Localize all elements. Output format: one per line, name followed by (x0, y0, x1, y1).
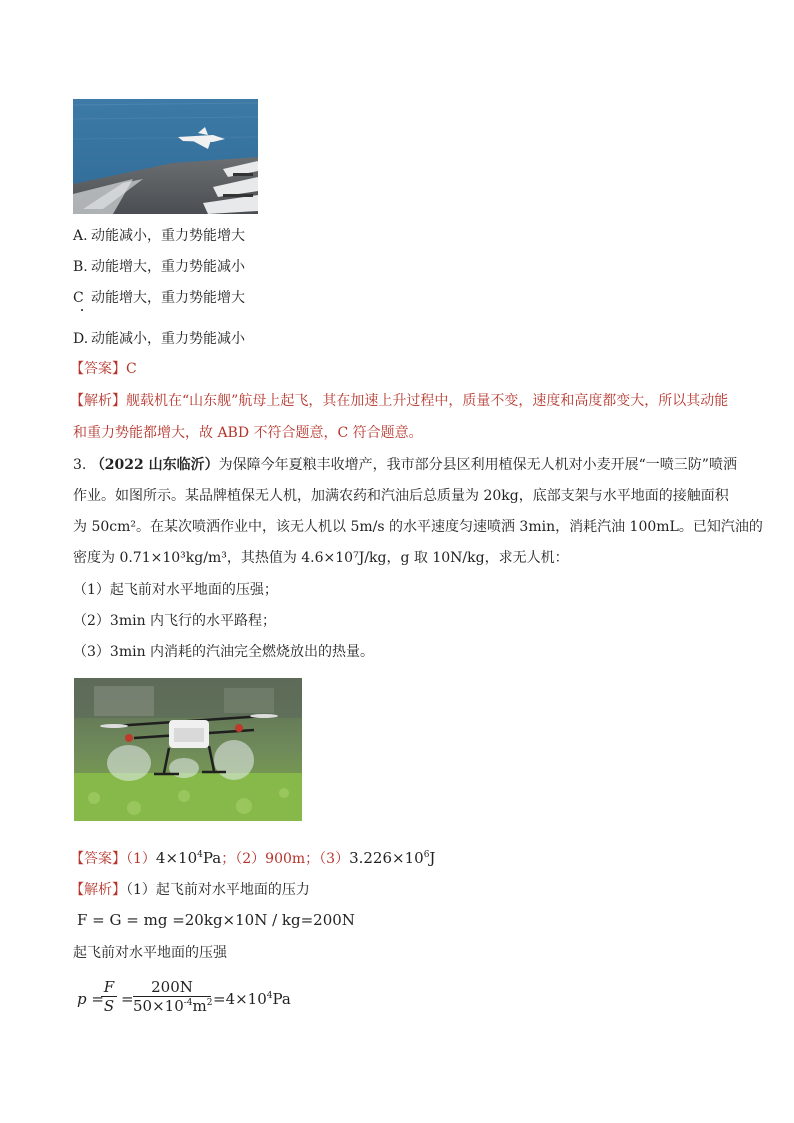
question-3-line-2 (73, 486, 729, 506)
option-c[interactable] (73, 288, 245, 308)
question-3-sub-1 (73, 580, 278, 600)
question-number: 3. (73, 457, 87, 473)
analysis-tag: 【解析】 (70, 882, 126, 898)
answer-tag: 【答案】 (70, 361, 126, 377)
question-text: 密度为 0.71×10³kg/m³，其热值为 4.6×10⁷J/kg，g 取 10N/kg，求无人机： (73, 550, 569, 566)
question-3-line-4 (73, 548, 569, 568)
denominator-mantissa: 50×10 (133, 997, 184, 1015)
fraction-f-over-s (101, 978, 117, 1015)
question-text: 为保障今年夏粮丰收增产，我市部分县区利用植保无人机对小麦开展“一喷三防”喷洒 (218, 457, 737, 473)
analysis-1-line-1 (70, 391, 728, 411)
answer-part-3-prefix: ；（3） (305, 851, 350, 867)
option-d[interactable] (73, 329, 245, 349)
fraction-value (133, 978, 211, 1015)
question-3-sub-3 (73, 642, 374, 662)
question-text: 为 50cm²。在某次喷洒作业中，该无人机以 5m/s 的水平速度匀速喷洒 3min，消耗汽油 100mL。已知汽油的 (73, 519, 763, 535)
value-unit: Pa (202, 849, 222, 867)
option-label: A. (73, 228, 88, 244)
fraction-denominator: S (103, 997, 115, 1015)
formula-result (213, 990, 291, 1008)
option-text: 动能减小，重力势能增大 (91, 228, 245, 244)
analysis-1-line-2 (73, 423, 423, 443)
value-mantissa: 4×10 (155, 849, 198, 867)
question-source: （2022 山东临沂） (90, 457, 219, 473)
analysis-tag: 【解析】 (70, 393, 126, 409)
answer-3 (70, 845, 435, 869)
drone-photo (74, 678, 302, 821)
option-label: C (73, 290, 84, 306)
answer-part-2-prefix: ；（2） (221, 851, 266, 867)
value-mantissa: 3.226×10 (349, 849, 424, 867)
question-3-line-1 (73, 455, 737, 475)
answer-tag: 【答案】 (70, 851, 126, 867)
equals-sign: = (121, 990, 134, 1008)
answer-1 (70, 359, 137, 379)
question-3-sub-2 (73, 611, 276, 631)
option-text: 动能增大，重力势能减小 (91, 259, 245, 275)
question-text: 作业。如图所示。某品牌植保无人机，加满农药和汽油后总质量为 20kg，底部支架与水平地面的接触面积 (73, 488, 729, 504)
sub-question: （3）3min 内消耗的汽油完全燃烧放出的热量。 (73, 644, 375, 660)
analysis-text: 和重力势能都增大，故 ABD 不符合题意，C 符合题意。 (73, 425, 423, 441)
fraction-numerator: F (103, 978, 115, 996)
answer-part-1-prefix: （1） (126, 851, 156, 867)
result-unit: Pa (272, 990, 291, 1008)
result-mantissa: =4×10 (213, 990, 267, 1008)
question-3-line-3 (73, 517, 763, 537)
denominator-exponent: -4 (183, 998, 193, 1008)
carrier-photo (73, 99, 258, 214)
option-label: D. (73, 331, 89, 347)
analysis-3-line-1 (70, 880, 310, 900)
answer-part-1-value (156, 849, 221, 867)
answer-value: C (126, 361, 137, 377)
result-exponent: 4 (266, 991, 273, 1001)
option-text: 动能减小，重力势能减小 (91, 331, 245, 347)
sub-question: （2）3min 内飞行的水平路程； (73, 613, 277, 629)
value-unit: J (429, 849, 436, 867)
formula-force (77, 910, 355, 930)
fraction-numerator: 200N (151, 978, 193, 996)
value-exponent: 4 (197, 850, 203, 860)
analysis-3-line-2 (73, 943, 227, 963)
denominator-unit-exponent: 2 (206, 998, 213, 1008)
answer-part-2-value: 900m (265, 851, 306, 867)
stray-dot (81, 309, 83, 311)
fraction-denominator (133, 997, 211, 1015)
formula-lhs: p = (77, 990, 104, 1008)
value-exponent: 6 (423, 850, 430, 860)
option-text: 动能增大，重力势能增大 (91, 290, 245, 306)
option-b[interactable] (73, 257, 245, 277)
formula-text: F = G = mg =20kg×10N / kg=200N (77, 911, 355, 929)
option-label: B. (73, 259, 88, 275)
option-a[interactable] (73, 226, 245, 246)
denominator-unit: m (192, 997, 207, 1015)
sub-question: （1）起飞前对水平地面的压强； (73, 582, 278, 598)
answer-part-3-value (349, 849, 435, 867)
analysis-text: 舰载机在“山东舰”航母上起飞，其在加速上升过程中，质量不变，速度和高度都变大，所以其动能 (126, 393, 729, 409)
analysis-text: （1）起飞前对水平地面的压力 (126, 882, 310, 898)
analysis-text: 起飞前对水平地面的压强 (73, 945, 227, 961)
